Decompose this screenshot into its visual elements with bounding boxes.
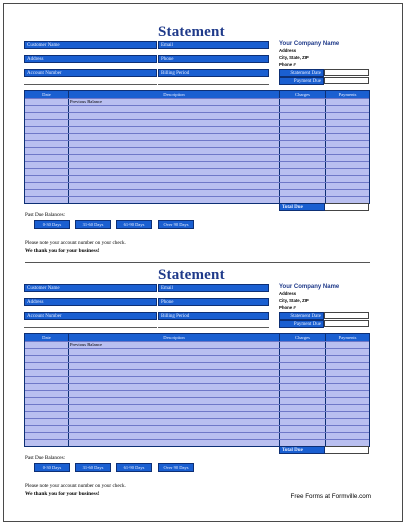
past-due-31-60[interactable]: 31-60 Days [75, 220, 111, 229]
statement-date-field[interactable] [324, 69, 369, 76]
past-due-31-60[interactable]: 31-60 Days [75, 463, 111, 472]
company-address: Address [279, 291, 297, 296]
footer-credit: Free Forms at Formville.com [290, 493, 371, 500]
previous-balance-label: Previous Balance [69, 342, 280, 348]
billing-period-field[interactable] [158, 320, 269, 328]
payment-due-field[interactable] [324, 320, 369, 327]
total-due-label: Total Due [279, 203, 325, 211]
table-row[interactable] [25, 147, 369, 154]
total-due-field[interactable] [325, 203, 369, 211]
table-row[interactable] [25, 439, 369, 446]
phone-label: Phone [158, 55, 269, 63]
company-phone: Phone # [279, 62, 296, 67]
company-name: Your Company Name [279, 41, 340, 47]
past-due-title: Past Due Balances: [25, 455, 66, 461]
table-row[interactable] [25, 411, 369, 418]
account-number-label: Account Number [24, 69, 157, 77]
billing-period-label: Billing Period [158, 312, 269, 320]
account-number-field[interactable] [24, 320, 157, 328]
table-row[interactable] [25, 348, 369, 355]
past-due-over-90[interactable]: Over 90 Days [158, 220, 194, 229]
statement-title: Statement [158, 24, 225, 40]
past-due-title: Past Due Balances: [25, 212, 66, 218]
table-header [25, 91, 369, 98]
cut-divider [25, 262, 370, 263]
table-row[interactable] [25, 341, 369, 348]
header-payments: Payments [338, 92, 357, 97]
customer-name-label: Customer Name [24, 41, 157, 49]
table-row[interactable] [25, 154, 369, 161]
address-label: Address [24, 298, 157, 306]
company-city: City, State, ZIP [279, 298, 309, 303]
account-number-field[interactable] [24, 77, 157, 85]
account-note: Please note your account number on your check. [25, 240, 126, 246]
transactions-table [24, 333, 370, 447]
payment-due-label: Payment Due [279, 320, 324, 328]
company-name: Your Company Name [279, 284, 340, 290]
email-label: Email [158, 284, 269, 292]
address-label: Address [24, 55, 157, 63]
header-date: Date [25, 334, 69, 341]
past-due-61-90[interactable]: 61-90 Days [116, 220, 152, 229]
table-row[interactable] [25, 112, 369, 119]
table-row[interactable] [25, 98, 369, 105]
table-row[interactable] [25, 189, 369, 196]
table-row[interactable] [25, 140, 369, 147]
table-row[interactable] [25, 196, 369, 203]
header-payments: Payments [338, 335, 357, 340]
billing-period-label: Billing Period [158, 69, 269, 77]
total-due-row [279, 203, 369, 211]
table-row[interactable] [25, 390, 369, 397]
table-row[interactable] [25, 369, 369, 376]
table-header [25, 334, 369, 341]
customer-name-label: Customer Name [24, 284, 157, 292]
account-note: Please note your account number on your check. [25, 483, 126, 489]
payment-due-label: Payment Due [279, 77, 324, 85]
table-row[interactable] [25, 383, 369, 390]
past-due-0-30[interactable]: 0-30 Days [34, 463, 70, 472]
table-row[interactable] [25, 404, 369, 411]
phone-label: Phone [158, 298, 269, 306]
previous-balance-label: Previous Balance [69, 99, 280, 105]
table-row[interactable] [25, 161, 369, 168]
table-row[interactable] [25, 133, 369, 140]
transactions-table [24, 90, 370, 204]
header-charges: Charges [280, 91, 326, 98]
header-description: Description [69, 334, 280, 341]
payment-due-field[interactable] [324, 77, 369, 84]
total-due-row [279, 446, 369, 454]
email-label: Email [158, 41, 269, 49]
table-row[interactable] [25, 168, 369, 175]
statement-date-label: Statement Date [279, 312, 324, 320]
table-row[interactable] [25, 397, 369, 404]
past-due-over-90[interactable]: Over 90 Days [158, 463, 194, 472]
table-row[interactable] [25, 119, 369, 126]
table-row[interactable] [25, 126, 369, 133]
statement-title: Statement [158, 267, 225, 283]
table-row[interactable] [25, 362, 369, 369]
company-city: City, State, ZIP [279, 55, 309, 60]
past-due-0-30[interactable]: 0-30 Days [34, 220, 70, 229]
thank-you-text: We thank you for your business! [25, 248, 100, 254]
table-row[interactable] [25, 418, 369, 425]
total-due-field[interactable] [325, 446, 369, 454]
table-row[interactable] [25, 182, 369, 189]
header-description: Description [69, 91, 280, 98]
header-date: Date [25, 91, 69, 98]
company-info [279, 284, 339, 311]
account-number-label: Account Number [24, 312, 157, 320]
statement-date-label: Statement Date [279, 69, 324, 77]
table-row[interactable] [25, 105, 369, 112]
table-row[interactable] [25, 425, 369, 432]
billing-period-field[interactable] [158, 77, 269, 85]
table-row[interactable] [25, 432, 369, 439]
company-info [279, 41, 339, 68]
table-row[interactable] [25, 376, 369, 383]
table-row[interactable] [25, 355, 369, 362]
thank-you-text: We thank you for your business! [25, 491, 100, 497]
table-row[interactable] [25, 175, 369, 182]
company-address: Address [279, 48, 297, 53]
past-due-61-90[interactable]: 61-90 Days [116, 463, 152, 472]
company-phone: Phone # [279, 305, 296, 310]
statement-date-field[interactable] [324, 312, 369, 319]
header-charges: Charges [280, 334, 326, 341]
total-due-label: Total Due [279, 446, 325, 454]
